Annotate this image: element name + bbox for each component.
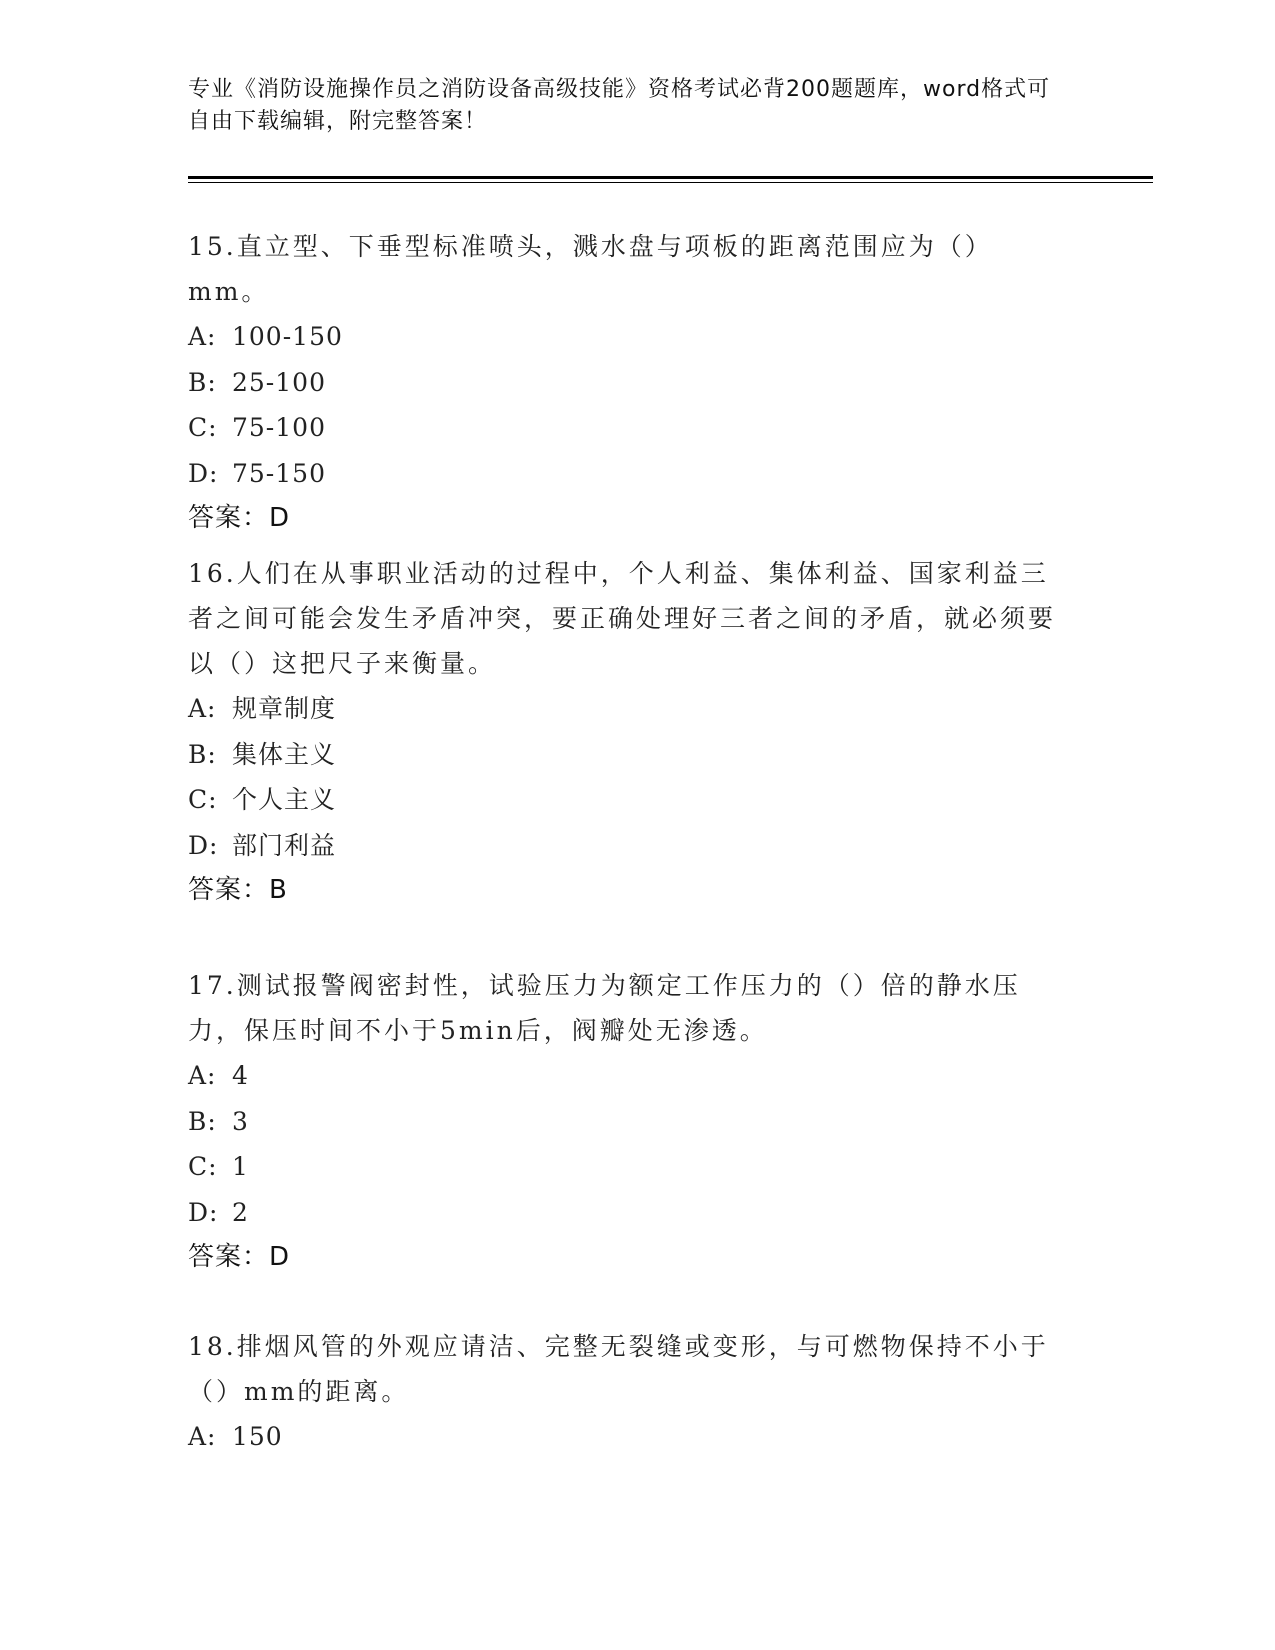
answer-line: 答案：B bbox=[188, 875, 288, 905]
option-list bbox=[188, 1414, 1068, 1460]
option-key: D: bbox=[188, 830, 219, 860]
option-list bbox=[188, 314, 1068, 496]
answer-line: 答案：D bbox=[188, 1242, 291, 1272]
option-text: 个人主义 bbox=[232, 785, 337, 814]
option-text: 部门利益 bbox=[232, 830, 337, 860]
option-text: 4 bbox=[232, 1061, 249, 1090]
option-a bbox=[188, 1414, 1068, 1460]
option-key: D: bbox=[188, 1197, 219, 1227]
option-key: C: bbox=[188, 1152, 218, 1181]
document-header: 专业《消防设施操作员之消防设备高级技能》资格考试必背200题题库，word格式可自由下载编辑，附完整答案！ bbox=[188, 77, 1051, 134]
option-a bbox=[188, 1053, 1068, 1099]
option-text: 规章制度 bbox=[232, 694, 337, 723]
option-key: A: bbox=[188, 1061, 217, 1090]
question-15 bbox=[188, 224, 1068, 541]
option-text: 集体主义 bbox=[232, 739, 337, 769]
option-text: 75-150 bbox=[232, 458, 326, 488]
option-text: 75-100 bbox=[232, 413, 326, 442]
option-text: 1 bbox=[232, 1152, 249, 1181]
option-text: 25-100 bbox=[232, 367, 326, 397]
option-a bbox=[188, 314, 1068, 360]
option-b bbox=[188, 732, 1068, 778]
option-key: C: bbox=[188, 413, 218, 442]
question-stem: 16.人们在从事职业活动的过程中，个人利益、集体利益、国家利益三者之间可能会发生矛盾冲突，要正确处理好三者之间的矛盾，就必须要以（）这把尺子来衡量。 bbox=[188, 559, 1057, 678]
option-text: 150 bbox=[232, 1422, 283, 1451]
option-list bbox=[188, 1053, 1068, 1235]
option-key: A: bbox=[188, 1422, 217, 1451]
option-text: 2 bbox=[232, 1197, 249, 1227]
option-key: B: bbox=[188, 1106, 217, 1136]
option-key: B: bbox=[188, 367, 217, 397]
option-key: B: bbox=[188, 739, 217, 769]
option-c bbox=[188, 405, 1068, 451]
question-18 bbox=[188, 1324, 1068, 1460]
option-d bbox=[188, 823, 1068, 869]
option-b bbox=[188, 1099, 1068, 1145]
question-stem: 17.测试报警阀密封性，试验压力为额定工作压力的（）倍的静水压力，保压时间不小于5min后，阀瓣处无渗透。 bbox=[188, 971, 1021, 1045]
question-17 bbox=[188, 963, 1068, 1280]
option-a bbox=[188, 686, 1068, 732]
option-d bbox=[188, 1190, 1068, 1236]
option-c bbox=[188, 777, 1068, 823]
option-text: 3 bbox=[232, 1106, 249, 1136]
option-key: D: bbox=[188, 458, 219, 488]
question-stem: 15.直立型、下垂型标准喷头，溅水盘与项板的距离范围应为（）mm。 bbox=[188, 232, 993, 306]
option-key: C: bbox=[188, 785, 218, 814]
option-text: 100-150 bbox=[232, 322, 343, 351]
answer-line: 答案：D bbox=[188, 503, 291, 533]
option-d bbox=[188, 451, 1068, 497]
option-b bbox=[188, 360, 1068, 406]
question-stem: 18.排烟风管的外观应请洁、完整无裂缝或变形，与可燃物保持不小于（）mm的距离。 bbox=[188, 1332, 1049, 1406]
option-c bbox=[188, 1144, 1068, 1190]
option-key: A: bbox=[188, 694, 217, 723]
option-key: A: bbox=[188, 322, 217, 351]
header-divider-thin bbox=[188, 182, 1153, 183]
option-list bbox=[188, 686, 1068, 868]
header-divider-thick bbox=[188, 176, 1153, 179]
question-16 bbox=[188, 551, 1068, 913]
